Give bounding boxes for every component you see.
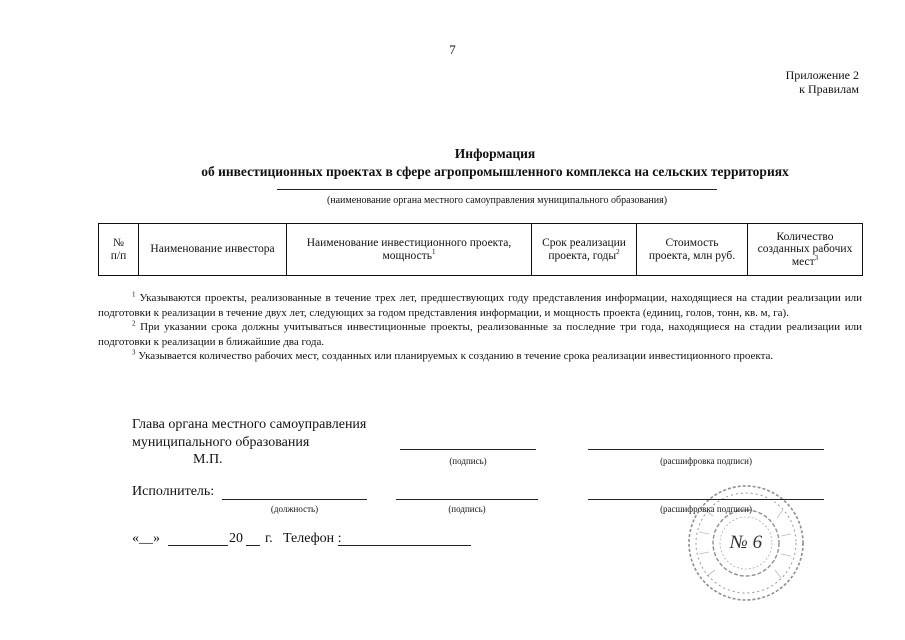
executor-signature-line bbox=[396, 499, 538, 500]
footnote-3-text: Указывается количество рабочих мест, созданных или планируемых к созданию в течение срока реализации инвестиционного проекта. bbox=[138, 350, 774, 362]
executor-decoding-caption: (расшифровка подписи) bbox=[660, 504, 752, 514]
footnote-1 bbox=[98, 291, 862, 320]
col-cost-label-2: проекта, млн руб. bbox=[648, 249, 736, 262]
phone-line bbox=[338, 545, 471, 546]
head-decoding-line bbox=[588, 449, 824, 450]
stamp-number: № 6 bbox=[729, 532, 763, 553]
table-header-row bbox=[99, 224, 863, 276]
page-number: 7 bbox=[449, 42, 456, 57]
col-cost-label-1: Стоимость bbox=[665, 237, 719, 249]
executor-label: Исполнитель: bbox=[132, 484, 215, 499]
appendix-line-1: Приложение 2 bbox=[785, 68, 859, 82]
col-investor-label: Наименование инвестора bbox=[150, 243, 275, 256]
col-jobs-label-3: мест bbox=[791, 255, 815, 268]
footnote-3 bbox=[98, 349, 862, 364]
col-jobs-label-1: Количество bbox=[776, 230, 834, 243]
seal-place-label: М.П. bbox=[193, 452, 223, 467]
executor-position-line bbox=[222, 499, 367, 500]
col-number-label-1: № bbox=[113, 237, 124, 249]
col-jobs-header bbox=[748, 224, 863, 276]
col-jobs-label-2: созданных рабочих bbox=[757, 243, 853, 256]
phone-label: Телефон : bbox=[283, 531, 342, 546]
footnote-2-mark: 2 bbox=[132, 319, 136, 328]
footnote-2 bbox=[98, 320, 862, 349]
col-project-label-1: Наименование инвестиционного проекта, bbox=[306, 237, 512, 249]
executor-position-caption: (должность) bbox=[270, 504, 319, 514]
investment-projects-table bbox=[98, 223, 863, 276]
head-decoding-caption: (расшифровка подписи) bbox=[660, 456, 752, 466]
org-name-line bbox=[277, 189, 717, 190]
footnote-3-mark: 3 bbox=[132, 348, 136, 357]
col-jobs-footnote-mark: 3 bbox=[814, 253, 819, 262]
col-cost-header bbox=[637, 224, 748, 276]
document-subtitle: об инвестиционных проектах в сфере агропромышленного комплекса на сельских территориях bbox=[201, 164, 789, 179]
executor-signature-caption: (подпись) bbox=[448, 504, 486, 514]
appendix-header bbox=[786, 68, 859, 96]
col-investor-header bbox=[139, 224, 287, 276]
col-term-label-2: проекта, годы bbox=[548, 249, 617, 262]
col-term-footnote-mark: 2 bbox=[616, 247, 620, 256]
col-number-header bbox=[99, 224, 139, 276]
head-title-line-1: Глава органа местного самоуправления bbox=[132, 417, 367, 432]
head-signature-caption: (подпись) bbox=[449, 456, 487, 466]
footnotes bbox=[98, 291, 862, 364]
col-number-label-2: п/п bbox=[110, 249, 127, 262]
org-name-caption: (наименование органа местного самоуправления муниципального образования) bbox=[326, 195, 668, 206]
document-title: Информация bbox=[454, 146, 536, 161]
appendix-line-2: к Правилам bbox=[799, 82, 859, 96]
date-month-line bbox=[168, 545, 228, 546]
footnote-1-mark: 1 bbox=[132, 290, 136, 299]
footnote-1-text: Указываются проекты, реализованные в течение трех лет, предшествующих году представления информации, находящиеся на стадии реализации или подготовки к реализации в течение двух лет, следующих за годом представления информации, и мощность проекта (единиц, голов, тонн, кв. м, га). bbox=[98, 292, 863, 319]
date-year-prefix: 20 bbox=[229, 531, 243, 546]
col-project-header bbox=[287, 224, 532, 276]
col-term-header bbox=[532, 224, 637, 276]
col-term-label-1: Срок реализации bbox=[542, 237, 626, 249]
round-stamp bbox=[685, 482, 807, 604]
head-title-line-2: муниципального образования bbox=[132, 435, 310, 450]
col-project-footnote-mark: 1 bbox=[431, 247, 436, 256]
date-day-field: «__» bbox=[132, 531, 160, 546]
date-year-suffix: г. bbox=[265, 531, 273, 546]
footnote-2-text: При указании срока должны учитываться инвестиционные проекты, реализованные за последние три года, находящиеся на стадии реализации или подготовки к реализации в ближайшие два года. bbox=[98, 321, 862, 348]
col-project-label-2: мощность bbox=[382, 249, 432, 262]
date-year-line bbox=[246, 545, 260, 546]
head-signature-line bbox=[400, 449, 536, 450]
